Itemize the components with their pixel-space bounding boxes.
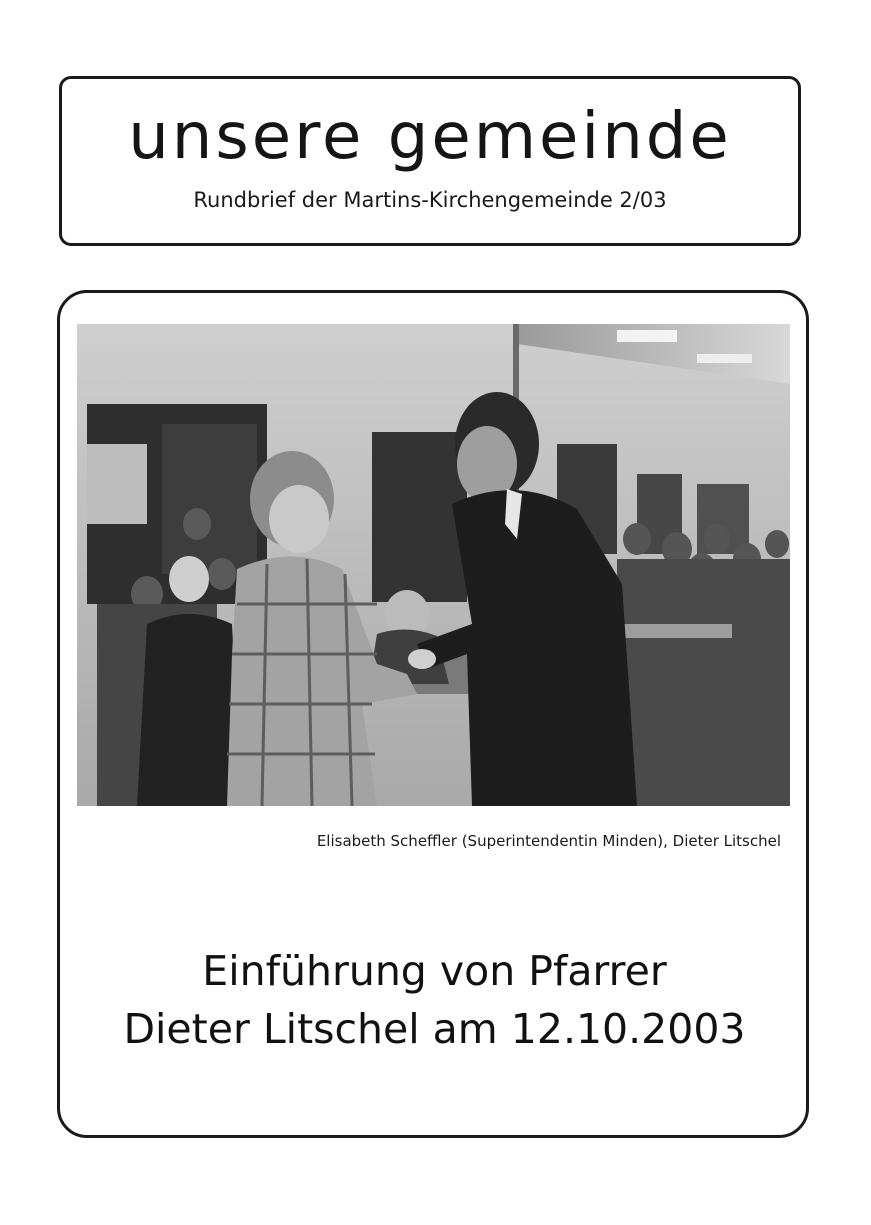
photo-caption: Elisabeth Scheffler (Superintendentin Minden), Dieter Litschel xyxy=(316,832,781,850)
masthead-box xyxy=(59,76,801,246)
event-photo xyxy=(77,324,790,806)
publication-title: unsere gemeinde xyxy=(128,100,732,174)
publication-subtitle: Rundbrief der Martins-Kirchengemeinde 2/03 xyxy=(193,188,667,212)
headline-line-1: Einführung von Pfarrer xyxy=(202,947,667,995)
photo-illustration xyxy=(77,324,790,806)
headline-line-2: Dieter Litschel am 12.10.2003 xyxy=(123,1005,746,1053)
